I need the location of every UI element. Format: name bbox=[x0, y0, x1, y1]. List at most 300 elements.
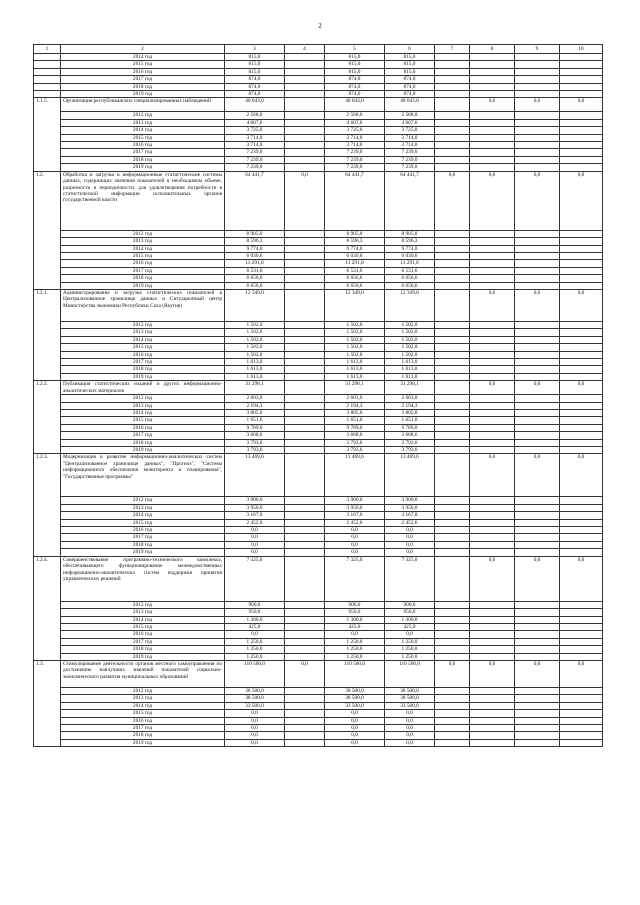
year-value: 9 789,0 bbox=[325, 424, 385, 431]
year-label: 2016 год bbox=[61, 424, 225, 431]
empty-cell bbox=[515, 119, 560, 126]
year-value: 3 805,0 bbox=[385, 410, 435, 417]
empty-cell bbox=[515, 549, 560, 556]
year-value: 38 500,0 bbox=[325, 687, 385, 694]
empty-cell bbox=[560, 321, 603, 328]
year-value: 3 167,0 bbox=[225, 512, 285, 519]
year-value: 7 239,0 bbox=[325, 156, 385, 163]
year-value: 1 250,0 bbox=[385, 638, 435, 645]
empty-cell bbox=[560, 76, 603, 83]
empty-cell bbox=[435, 732, 470, 739]
empty-cell bbox=[515, 527, 560, 534]
year-label: 2017 год bbox=[61, 432, 225, 439]
year-label: 2018 год bbox=[61, 646, 225, 653]
year-value bbox=[285, 329, 325, 336]
year-label: 2013 год bbox=[61, 609, 225, 616]
year-value bbox=[285, 623, 325, 630]
year-label: 2019 год bbox=[61, 282, 225, 289]
item-value bbox=[435, 289, 470, 321]
empty-cell bbox=[470, 321, 515, 328]
year-value bbox=[285, 91, 325, 98]
empty-cell bbox=[470, 149, 515, 156]
year-row bbox=[34, 238, 603, 245]
year-value: 1 250,0 bbox=[225, 638, 285, 645]
empty-cell bbox=[470, 134, 515, 141]
year-label: 2012 год bbox=[61, 112, 225, 119]
year-value bbox=[285, 142, 325, 149]
year-value: 3 793,6 bbox=[225, 447, 285, 454]
item-value: 64 441,7 bbox=[225, 171, 285, 230]
empty-cell bbox=[515, 61, 560, 68]
year-value bbox=[285, 61, 325, 68]
year-value: 815,0 bbox=[385, 61, 435, 68]
year-value: 38 500,0 bbox=[385, 695, 435, 702]
empty-cell bbox=[470, 402, 515, 409]
year-value bbox=[285, 358, 325, 365]
year-row bbox=[34, 164, 603, 171]
item-value bbox=[285, 454, 325, 497]
item-value: 0,0 bbox=[515, 289, 560, 321]
item-value: 110 500,0 bbox=[385, 660, 435, 687]
empty-cell bbox=[435, 497, 470, 504]
year-label: 2015 год bbox=[61, 344, 225, 351]
year-value: 0,0 bbox=[385, 534, 435, 541]
year-value: 7 239,0 bbox=[325, 164, 385, 171]
year-value: 1 250,0 bbox=[385, 653, 435, 660]
year-label: 2016 год bbox=[61, 527, 225, 534]
item-value bbox=[435, 381, 470, 395]
empty-cell bbox=[470, 252, 515, 259]
year-row bbox=[34, 724, 603, 731]
empty-cell bbox=[560, 112, 603, 119]
year-value bbox=[285, 710, 325, 717]
item-value bbox=[285, 381, 325, 395]
empty-cell bbox=[470, 91, 515, 98]
year-row bbox=[34, 76, 603, 83]
empty-cell bbox=[560, 623, 603, 630]
year-row bbox=[34, 439, 603, 446]
year-label: 2018 год bbox=[61, 732, 225, 739]
year-row bbox=[34, 149, 603, 156]
item-code: 1.2.3. bbox=[34, 454, 61, 556]
year-row bbox=[34, 549, 603, 556]
empty-cell bbox=[515, 366, 560, 373]
year-label: 2017 год bbox=[61, 149, 225, 156]
item-value: 110 500,0 bbox=[225, 660, 285, 687]
year-value bbox=[285, 447, 325, 454]
year-value: 2 568,0 bbox=[325, 112, 385, 119]
empty-cell bbox=[435, 410, 470, 417]
year-row bbox=[34, 512, 603, 519]
year-value: 815,0 bbox=[225, 61, 285, 68]
item-value: 12 349,0 bbox=[325, 289, 385, 321]
empty-cell bbox=[34, 68, 61, 75]
year-value: 3 714,0 bbox=[225, 142, 285, 149]
empty-cell bbox=[470, 534, 515, 541]
empty-cell bbox=[470, 424, 515, 431]
empty-cell bbox=[470, 710, 515, 717]
year-value: 1 250,0 bbox=[225, 646, 285, 653]
year-row bbox=[34, 417, 603, 424]
year-value: 425,0 bbox=[325, 623, 385, 630]
empty-cell bbox=[515, 260, 560, 267]
empty-cell bbox=[560, 424, 603, 431]
year-value: 7 239,0 bbox=[385, 156, 435, 163]
year-row bbox=[34, 119, 603, 126]
empty-cell bbox=[435, 230, 470, 237]
year-value bbox=[285, 68, 325, 75]
empty-cell bbox=[560, 402, 603, 409]
year-value: 0,0 bbox=[325, 710, 385, 717]
year-value: 0,0 bbox=[225, 631, 285, 638]
empty-cell bbox=[560, 549, 603, 556]
year-value: 9 789,0 bbox=[225, 424, 285, 431]
empty-cell bbox=[435, 534, 470, 541]
year-value: 8 905,0 bbox=[385, 230, 435, 237]
year-value: 0,0 bbox=[225, 739, 285, 746]
empty-cell bbox=[435, 245, 470, 252]
empty-cell bbox=[515, 702, 560, 709]
empty-cell bbox=[470, 336, 515, 343]
empty-cell bbox=[470, 695, 515, 702]
year-row bbox=[34, 282, 603, 289]
year-value: 3 725,0 bbox=[225, 127, 285, 134]
empty-cell bbox=[435, 134, 470, 141]
year-value: 1 613,0 bbox=[225, 366, 285, 373]
year-row bbox=[34, 134, 603, 141]
empty-cell bbox=[470, 687, 515, 694]
year-value: 3 793,6 bbox=[325, 439, 385, 446]
header-cell: 8 bbox=[470, 45, 515, 54]
item-value: 110 500,0 bbox=[325, 660, 385, 687]
year-row bbox=[34, 702, 603, 709]
year-value bbox=[285, 127, 325, 134]
year-value: 0,0 bbox=[225, 541, 285, 548]
item-code: 1.3. bbox=[34, 660, 61, 746]
item-code: 1.2. bbox=[34, 171, 61, 289]
year-value bbox=[285, 238, 325, 245]
year-label: 2017 год bbox=[61, 267, 225, 274]
year-value: 950,0 bbox=[225, 609, 285, 616]
year-value: 1 502,0 bbox=[225, 351, 285, 358]
empty-cell bbox=[435, 439, 470, 446]
year-label: 2019 год bbox=[61, 653, 225, 660]
year-label: 2018 год bbox=[61, 275, 225, 282]
year-value bbox=[285, 549, 325, 556]
item-value: 0,0 bbox=[470, 98, 515, 112]
year-value: 0,0 bbox=[325, 534, 385, 541]
year-row bbox=[34, 230, 603, 237]
year-label: 2014 год bbox=[61, 512, 225, 519]
year-row bbox=[34, 609, 603, 616]
year-row bbox=[34, 366, 603, 373]
year-value: 1 502,0 bbox=[385, 321, 435, 328]
empty-cell bbox=[560, 447, 603, 454]
empty-cell bbox=[470, 112, 515, 119]
empty-cell bbox=[435, 519, 470, 526]
item-value: 64 441,7 bbox=[325, 171, 385, 230]
year-value: 3 805,0 bbox=[325, 410, 385, 417]
empty-cell bbox=[435, 549, 470, 556]
empty-cell bbox=[515, 112, 560, 119]
item-value: 0,0 bbox=[560, 454, 603, 497]
empty-cell bbox=[435, 156, 470, 163]
year-value: 33 500,0 bbox=[325, 702, 385, 709]
year-label: 2018 год bbox=[61, 366, 225, 373]
empty-cell bbox=[435, 512, 470, 519]
empty-cell bbox=[560, 336, 603, 343]
year-value bbox=[285, 541, 325, 548]
empty-cell bbox=[560, 609, 603, 616]
year-value: 6 656,6 bbox=[385, 282, 435, 289]
empty-cell bbox=[470, 267, 515, 274]
empty-cell bbox=[435, 402, 470, 409]
year-value: 4 607,6 bbox=[325, 119, 385, 126]
empty-cell bbox=[560, 739, 603, 746]
year-row bbox=[34, 156, 603, 163]
empty-cell bbox=[470, 76, 515, 83]
empty-cell bbox=[470, 238, 515, 245]
year-value: 815,0 bbox=[385, 68, 435, 75]
year-value: 0,0 bbox=[225, 724, 285, 731]
year-row bbox=[34, 687, 603, 694]
year-value: 3 668,6 bbox=[325, 432, 385, 439]
year-value bbox=[285, 336, 325, 343]
year-value: 2 452,6 bbox=[225, 519, 285, 526]
year-value: 1 613,0 bbox=[385, 358, 435, 365]
header-cell: 6 bbox=[385, 45, 435, 54]
item-name: Стимулирование деятельности органов местного самоуправления по достижению наилучших значений показателей социально-экономического развития муниципальных образований bbox=[61, 660, 225, 687]
year-value: 2 603,0 bbox=[325, 395, 385, 402]
empty-cell bbox=[515, 238, 560, 245]
item-value: 40 043,0 bbox=[325, 98, 385, 112]
empty-cell bbox=[435, 395, 470, 402]
year-label: 2012 год bbox=[61, 601, 225, 608]
year-value: 2 452,6 bbox=[385, 519, 435, 526]
year-value: 1 502,0 bbox=[225, 329, 285, 336]
empty-cell bbox=[515, 616, 560, 623]
year-label: 2017 год bbox=[61, 76, 225, 83]
empty-cell bbox=[435, 119, 470, 126]
year-row bbox=[34, 275, 603, 282]
empty-cell bbox=[515, 732, 560, 739]
year-value bbox=[285, 646, 325, 653]
year-value: 1 613,0 bbox=[325, 373, 385, 380]
item-value: 0,0 bbox=[560, 556, 603, 601]
item-value: 0,0 bbox=[560, 289, 603, 321]
empty-cell bbox=[435, 739, 470, 746]
empty-cell bbox=[470, 623, 515, 630]
year-row bbox=[34, 739, 603, 746]
empty-cell bbox=[515, 373, 560, 380]
year-value bbox=[285, 252, 325, 259]
year-value: 33 500,0 bbox=[385, 702, 435, 709]
empty-cell bbox=[470, 329, 515, 336]
item-value: 7 325,0 bbox=[325, 556, 385, 601]
empty-cell bbox=[560, 149, 603, 156]
year-value: 1 502,0 bbox=[325, 351, 385, 358]
year-value: 1 250,0 bbox=[325, 646, 385, 653]
year-value: 1 250,0 bbox=[325, 653, 385, 660]
item-value: 64 441,7 bbox=[385, 171, 435, 230]
empty-cell bbox=[435, 417, 470, 424]
year-value bbox=[285, 164, 325, 171]
year-value: 1 300,0 bbox=[325, 616, 385, 623]
header-cell: 5 bbox=[325, 45, 385, 54]
empty-cell bbox=[560, 616, 603, 623]
empty-cell bbox=[435, 724, 470, 731]
year-label: 2014 год bbox=[61, 616, 225, 623]
year-value: 9 789,0 bbox=[385, 424, 435, 431]
item-row bbox=[34, 556, 603, 601]
empty-cell bbox=[560, 54, 603, 61]
item-value: 0,0 bbox=[515, 556, 560, 601]
empty-cell bbox=[560, 91, 603, 98]
year-value bbox=[285, 402, 325, 409]
empty-cell bbox=[470, 344, 515, 351]
year-value bbox=[285, 687, 325, 694]
item-value bbox=[435, 556, 470, 601]
empty-cell bbox=[560, 541, 603, 548]
year-value: 0,0 bbox=[385, 739, 435, 746]
empty-cell bbox=[515, 83, 560, 90]
year-value: 3 668,6 bbox=[385, 432, 435, 439]
year-value: 1 250,0 bbox=[325, 638, 385, 645]
year-label: 2016 год bbox=[61, 351, 225, 358]
item-row bbox=[34, 381, 603, 395]
empty-cell bbox=[470, 282, 515, 289]
item-value bbox=[435, 454, 470, 497]
item-value: 0,0 bbox=[515, 660, 560, 687]
header-cell: 7 bbox=[435, 45, 470, 54]
empty-cell bbox=[560, 366, 603, 373]
year-value: 3 793,6 bbox=[385, 447, 435, 454]
year-value: 815,0 bbox=[325, 68, 385, 75]
empty-cell bbox=[515, 336, 560, 343]
year-row bbox=[34, 541, 603, 548]
year-row bbox=[34, 54, 603, 61]
year-label: 2015 год bbox=[61, 61, 225, 68]
year-row bbox=[34, 424, 603, 431]
year-row bbox=[34, 402, 603, 409]
empty-cell bbox=[515, 497, 560, 504]
year-row bbox=[34, 646, 603, 653]
year-value: 0,0 bbox=[385, 732, 435, 739]
empty-cell bbox=[515, 439, 560, 446]
year-row bbox=[34, 112, 603, 119]
year-value: 6 656,6 bbox=[225, 282, 285, 289]
year-value: 3 793,6 bbox=[325, 447, 385, 454]
item-value: 0,0 bbox=[470, 289, 515, 321]
year-value: 900,0 bbox=[325, 601, 385, 608]
year-value: 815,0 bbox=[225, 54, 285, 61]
item-value: 13 469,6 bbox=[225, 454, 285, 497]
year-value bbox=[285, 432, 325, 439]
year-value bbox=[285, 504, 325, 511]
empty-cell bbox=[470, 68, 515, 75]
empty-cell bbox=[515, 504, 560, 511]
empty-cell bbox=[470, 156, 515, 163]
empty-cell bbox=[560, 61, 603, 68]
header-cell: 4 bbox=[285, 45, 325, 54]
empty-cell bbox=[560, 497, 603, 504]
empty-cell bbox=[435, 61, 470, 68]
item-code: 1.2.2. bbox=[34, 381, 61, 454]
empty-cell bbox=[435, 702, 470, 709]
empty-cell bbox=[515, 156, 560, 163]
empty-cell bbox=[515, 76, 560, 83]
page-number: 2 bbox=[318, 22, 322, 30]
empty-cell bbox=[515, 410, 560, 417]
year-value: 1 502,0 bbox=[385, 329, 435, 336]
item-value: 0,0 bbox=[435, 660, 470, 687]
year-row bbox=[34, 695, 603, 702]
empty-cell bbox=[435, 504, 470, 511]
empty-cell bbox=[34, 83, 61, 90]
year-value: 0,0 bbox=[385, 549, 435, 556]
empty-cell bbox=[435, 275, 470, 282]
empty-cell bbox=[435, 447, 470, 454]
empty-cell bbox=[470, 732, 515, 739]
empty-cell bbox=[560, 732, 603, 739]
empty-cell bbox=[470, 702, 515, 709]
empty-cell bbox=[560, 519, 603, 526]
year-label: 2018 год bbox=[61, 156, 225, 163]
empty-cell bbox=[560, 358, 603, 365]
empty-cell bbox=[515, 351, 560, 358]
year-value: 3 805,0 bbox=[225, 410, 285, 417]
year-value bbox=[285, 534, 325, 541]
empty-cell bbox=[560, 527, 603, 534]
year-value: 9 774,0 bbox=[385, 245, 435, 252]
empty-cell bbox=[560, 638, 603, 645]
year-value: 874,0 bbox=[225, 76, 285, 83]
year-value: 0,0 bbox=[385, 724, 435, 731]
year-value bbox=[285, 373, 325, 380]
item-value: 0,0 bbox=[515, 171, 560, 230]
year-value: 8 596,3 bbox=[385, 238, 435, 245]
empty-cell bbox=[470, 724, 515, 731]
year-value bbox=[285, 616, 325, 623]
year-value: 4 607,6 bbox=[225, 119, 285, 126]
empty-cell bbox=[515, 54, 560, 61]
empty-cell bbox=[515, 402, 560, 409]
year-value: 0,0 bbox=[385, 631, 435, 638]
year-value bbox=[285, 739, 325, 746]
item-value: 0,0 bbox=[470, 381, 515, 395]
empty-cell bbox=[515, 358, 560, 365]
year-value bbox=[285, 631, 325, 638]
empty-cell bbox=[435, 142, 470, 149]
empty-cell bbox=[560, 601, 603, 608]
year-row bbox=[34, 252, 603, 259]
year-value bbox=[285, 417, 325, 424]
header-cell: 1 bbox=[34, 45, 61, 54]
empty-cell bbox=[34, 54, 61, 61]
year-value: 1 613,0 bbox=[385, 366, 435, 373]
year-label: 2016 год bbox=[61, 631, 225, 638]
empty-cell bbox=[560, 267, 603, 274]
year-value: 1 300,0 bbox=[385, 616, 435, 623]
item-code: 1.2.4. bbox=[34, 556, 61, 660]
year-row bbox=[34, 447, 603, 454]
item-value: 0,0 bbox=[285, 171, 325, 230]
year-label: 2014 год bbox=[61, 702, 225, 709]
empty-cell bbox=[560, 83, 603, 90]
year-value: 38 500,0 bbox=[325, 695, 385, 702]
empty-cell bbox=[560, 439, 603, 446]
empty-cell bbox=[560, 260, 603, 267]
